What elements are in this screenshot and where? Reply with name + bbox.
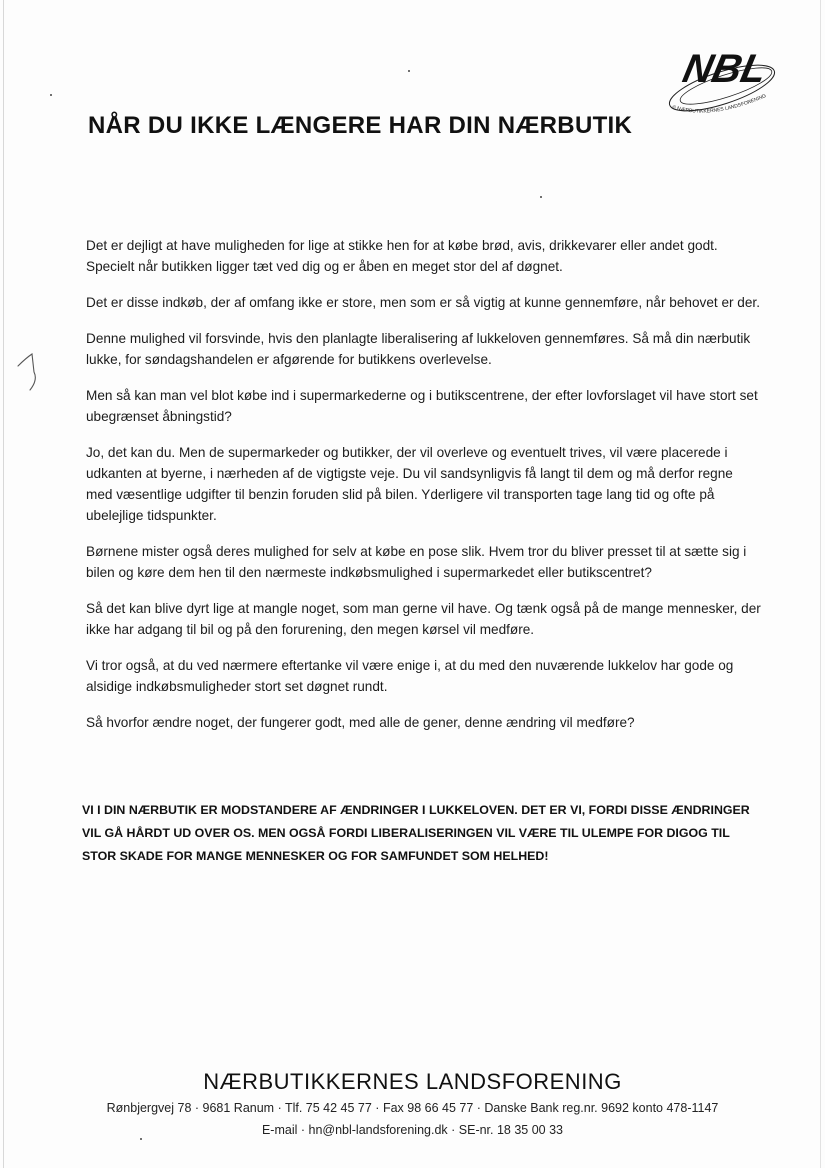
footer-address: Rønbjergvej 78 · 9681 Ranum · Tlf. 75 42 45 77 · Fax 98 66 45 77 · Danske Bank reg.nr. 9692 konto 478-1147	[106, 1101, 719, 1115]
paragraph: Børnene mister også deres mulighed for selv at købe en pose slik. Hvem tror du bliver presset til at sætte sig i bilen og køre dem hen til den nærmeste indkøbsmulighed i supermarkedet eller butikscentret?	[86, 544, 747, 580]
footer-contact: E-mail · hn@nbl-landsforening.dk · SE-nr. 18 35 00 33	[261, 1123, 564, 1137]
paragraph: Vi tror også, at du ved nærmere eftertanke vil være enige i, at du med den nuværende lukkelov har gode og alsidige indkøbsmuligheder stort set døgnet rundt.	[86, 658, 734, 694]
paragraph: Så det kan blive dyrt lige at mangle noget, som man gerne vil have. Og tænk også på de mange mennesker, der ikke har adgang til bil og på den forurening, den megen kørsel vil medføre.	[86, 601, 761, 637]
logo-wordmark: NBL	[679, 45, 771, 91]
paragraph: Men så kan man vel blot købe ind i supermarkederne og i butikscentrene, der efter lovforslaget vil have stort set ubegrænset åbningstid?	[86, 388, 758, 424]
callout-statement: VI I DIN NÆRBUTIK ER MODSTANDERE AF ÆNDRINGER I LUKKELOVEN. DET ER VI, FORDI DISSE ÆNDRINGER VIL GÅ HÅRDT UD OVER OS. MEN OGSÅ FORDI LIBERALISERINGEN VIL VÆRE TIL ULEMPE FOR DIGOG TIL STOR SKADE FOR MANGE MENNESKER OG FOR SAMFUNDET SOM HELHED!	[82, 803, 750, 863]
scan-speck	[140, 1138, 142, 1140]
paragraph: Så hvorfor ændre noget, der fungerer godt, med alle de gener, denne ændring vil medføre?	[86, 715, 635, 730]
scan-edge-left	[3, 0, 4, 1168]
paragraph: Denne mulighed vil forsvinde, hvis den planlagte liberalisering af lukkeloven gennemføres. Så må din nærbutik lukke, for søndagshandelen er afgørende for butikkens overlevelse.	[86, 331, 751, 367]
footer-organization: NÆRBUTIKKERNES LANDSFORENING	[203, 1069, 622, 1094]
nbl-logo	[660, 30, 810, 130]
paragraph: Jo, det kan du. Men de supermarkeder og butikker, der vil overleve og eventuelt trives, vil være placerede i udkanten at byerne, i nærheden af de vigtigste veje. Du vil sandsynligvis få langt til dem og må derfor regne med væsentlige udgifter til benzin foruden slid på bilen. Yderligere vil transporten tage lang tid og ofte på ubelejlige tidspunkter.	[86, 445, 733, 523]
scan-speck	[408, 70, 410, 72]
page-title: NÅR DU IKKE LÆNGERE HAR DIN NÆRBUTIK	[88, 112, 633, 139]
body-text	[86, 235, 761, 748]
handwritten-margin-mark	[14, 350, 44, 396]
scan-edge-right	[820, 0, 821, 1168]
paragraph: Det er dejligt at have muligheden for lige at stikke hen for at købe brød, avis, drikkevarer eller andet godt. Specielt når butikken ligger tæt ved dig og er åben en meget stor del af døgnet.	[86, 238, 718, 274]
logo-ring-text: © NÆRBUTIKKERNES LANDSFORENING	[671, 93, 768, 115]
scan-speck	[50, 94, 52, 96]
paragraph: Det er disse indkøb, der af omfang ikke er store, men som er så vigtig at kunne gennemføre, når behovet er der.	[86, 295, 760, 310]
scan-speck	[540, 196, 542, 198]
